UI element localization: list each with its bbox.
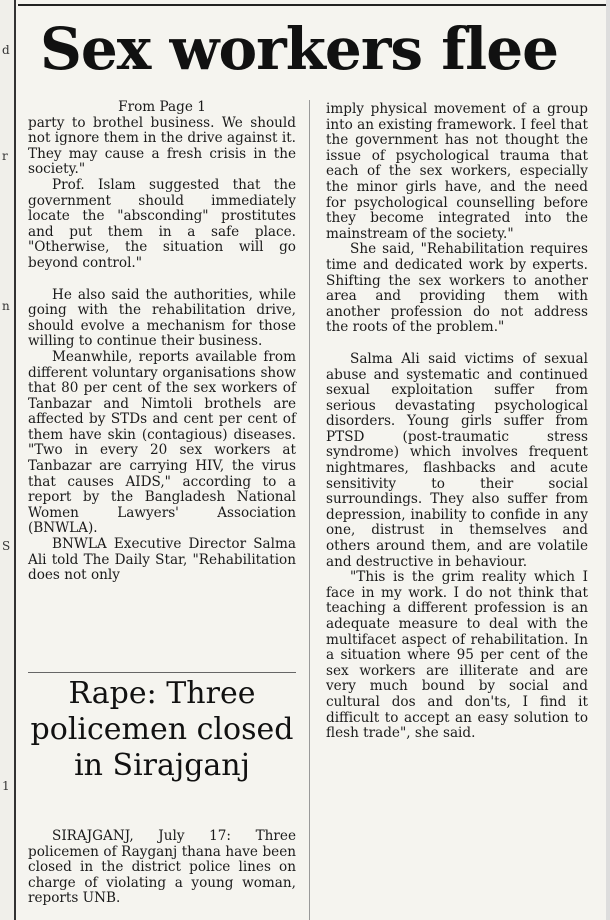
page-edge <box>606 0 610 920</box>
edge-glyph: r <box>2 149 8 163</box>
paragraph: She said, "Rehabilitation requires time and dedicated work by experts. Shifting the sex workers to another area and providing them with another profession do not address the roots of the problem." <box>326 241 588 336</box>
column-divider <box>309 100 310 920</box>
paragraph: Salma Ali said victims of sexual abuse and systematic and continued sexual exploitation suffer from serious devastating psychological disorders. Young girls suffer from PTSD (post-traumatic stress syndrome) which involves frequent nightmares, flashbacks and acute sensitivity to their social surroundings. They also suffer from depression, inability to confide in any one, distrust in themselves and others around them, and are volatile and destructive in behaviour. <box>326 350 588 570</box>
edge-glyph: S <box>2 539 11 553</box>
sidebar-headline: Rape: Three policemen closed in Sirajganj <box>30 676 294 783</box>
edge-glyph: 1 <box>2 779 10 793</box>
sidebar-rule <box>28 672 296 673</box>
left-column <box>28 100 296 584</box>
continued-from-label: From Page 1 <box>118 99 206 115</box>
sidebar-story-body <box>28 829 296 907</box>
right-column <box>326 102 588 742</box>
adjacent-column-edge <box>0 0 16 920</box>
paragraph: Prof. Islam suggested that the government should immediately locate the "absconding" prostitutes and put them in a safe place. "Otherwise, the situation will go beyond control." <box>28 176 296 271</box>
paragraph: Meanwhile, reports available from different voluntary organisations show that 80 per cent of the sex workers of Tanbazar and Nimtoli brothels are affected by STDs and cent per cent of them have skin (contagious) diseases. "Two in every 20 sex workers at Tanbazar are carrying HIV, the virus that causes AIDS," according to a report by the Bangladesh National Women Lawyers' Association (BNWLA). <box>28 348 296 537</box>
edge-glyph: d <box>2 43 10 57</box>
paragraph: SIRAJGANJ, July 17: Three policemen of Rayganj thana have been closed in the district police lines on charge of violating a young woman, reports UNB. <box>28 828 296 907</box>
top-rule <box>18 4 610 6</box>
edge-glyph: n <box>2 299 10 313</box>
paragraph: He also said the authorities, while going with the rehabilitation drive, should evolve a mechanism for those willing to continue their business. <box>28 286 296 350</box>
paragraph: party to brothel business. We should not ignore them in the drive against it. They may cause a fresh crisis in the society." <box>28 114 296 178</box>
paragraph: imply physical movement of a group into an existing framework. I feel that the government has not thought the issue of psychological trauma that each of the sex workers, especially the minor girls have, and the need for psychological counselling before they become integrated into the mainstream of the society." <box>326 101 588 242</box>
paragraph: "This is the grim reality which I face in my work. I do not think that teaching a different profession is an adequate measure to deal with the multifacet aspect of rehabilitation. In a situation where 95 per cent of the sex workers are illiterate and are very much bound by social and cultural dos and don'ts, I find it difficult to accept an easy solution to flesh trade", she said. <box>326 569 588 742</box>
headline: Sex workers flee <box>40 15 559 83</box>
paragraph: BNWLA Executive Director Salma Ali told The Daily Star, "Rehabilitation does not only <box>28 536 296 584</box>
